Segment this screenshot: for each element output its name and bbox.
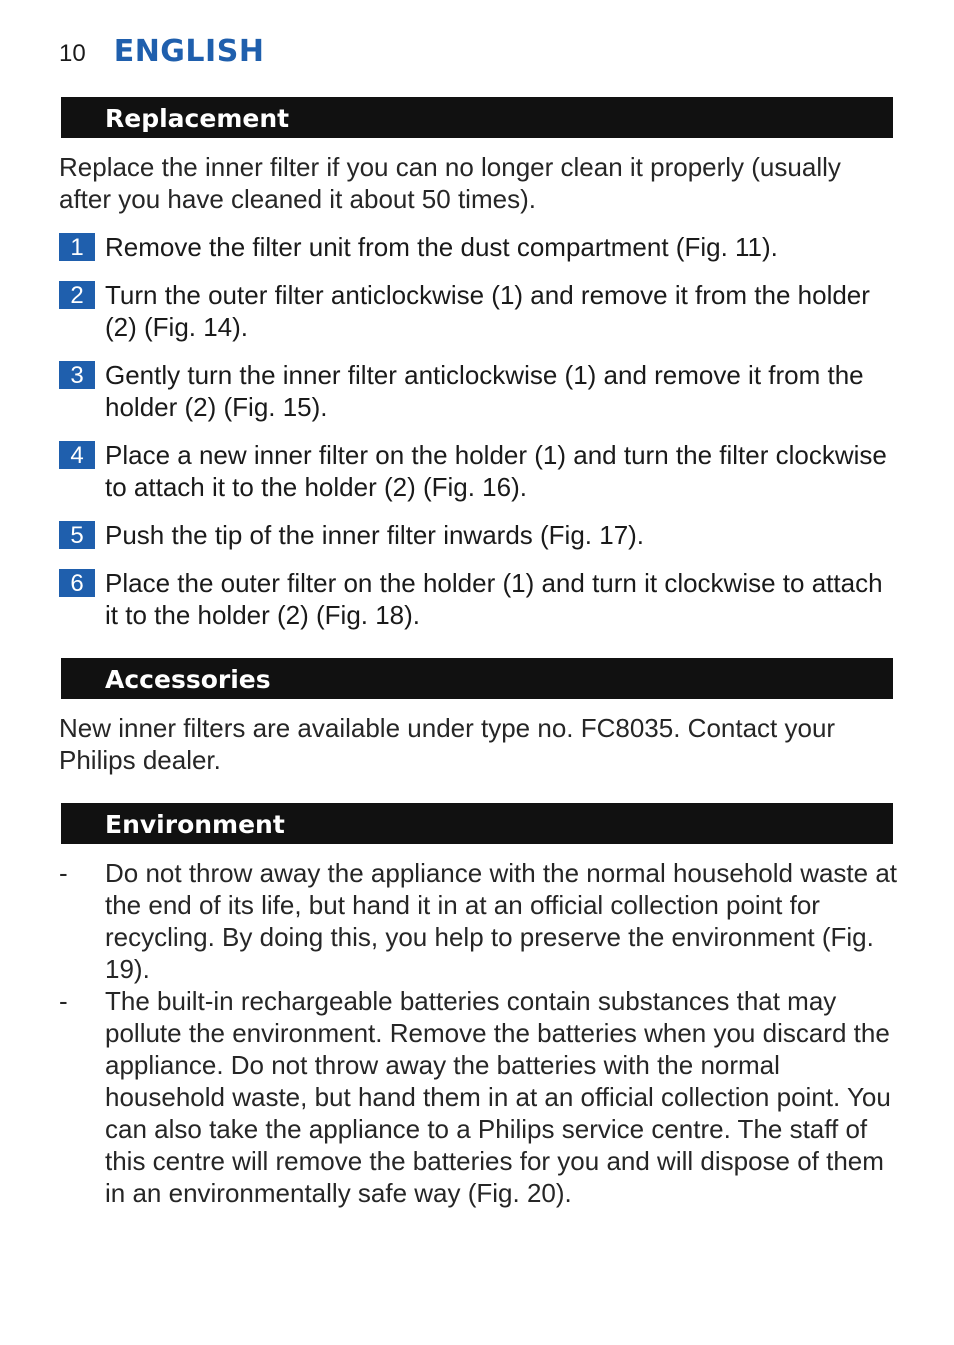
step-number-badge: 3 (59, 361, 95, 389)
step-number-badge: 2 (59, 281, 95, 309)
step-item (59, 519, 899, 551)
environment-bullets (59, 857, 899, 1209)
step-text: Remove the filter unit from the dust compartment (Fig. 11). (105, 232, 778, 262)
step-item (59, 231, 899, 263)
section-heading-replacement: Replacement (61, 97, 893, 138)
step-text: Place the outer filter on the holder (1) and turn it clockwise to attach it to the holder (2) (Fig. 18). (105, 568, 883, 630)
section-heading-environment: Environment (61, 803, 893, 844)
step-text: Push the tip of the inner filter inwards (Fig. 17). (105, 520, 645, 550)
page-header (59, 34, 264, 74)
step-item (59, 439, 899, 503)
step-text: Place a new inner filter on the holder (1) and turn the filter clockwise to attach it to the holder (2) (Fig. 16). (105, 440, 887, 502)
bullet-dash: - (59, 858, 68, 888)
step-number-badge: 1 (59, 233, 95, 261)
list-item (59, 857, 899, 985)
step-number-badge: 4 (59, 441, 95, 469)
replacement-steps (59, 231, 899, 647)
step-item (59, 359, 899, 423)
step-text: Turn the outer filter anticlockwise (1) and remove it from the holder (2) (Fig. 14). (105, 280, 870, 342)
page-number: 10 (59, 40, 86, 67)
section-heading-accessories: Accessories (61, 658, 893, 699)
accessories-text: New inner filters are available under type no. FC8035. Contact your Philips dealer. (59, 713, 836, 775)
replacement-intro: Replace the inner filter if you can no longer clean it properly (usually after you have cleaned it about 50 times). (59, 152, 841, 214)
bullet-text: Do not throw away the appliance with the normal household waste at the end of its life, but hand it in at an official collection point for recycling. By doing this, you help to preserve the environment (Fig. 19). (105, 858, 898, 984)
step-text: Gently turn the inner filter anticlockwise (1) and remove it from the holder (2) (Fig. 15). (105, 360, 864, 422)
step-number-badge: 5 (59, 521, 95, 549)
step-item (59, 279, 899, 343)
step-item (59, 567, 899, 631)
language-heading: ENGLISH (113, 34, 265, 69)
list-item (59, 985, 899, 1209)
bullet-text: The built-in rechargeable batteries contain substances that may pollute the environment. Remove the batteries when you discard the appliance. Do not throw away the batteries with the normal household waste, but hand them in at an official collection point. You can also take the appliance to a Philips service centre. The staff of this centre will remove the batteries for you and will dispose of them in an environmentally safe way (Fig. 20). (105, 986, 891, 1208)
step-number-badge: 6 (59, 569, 95, 597)
bullet-dash: - (59, 986, 68, 1016)
